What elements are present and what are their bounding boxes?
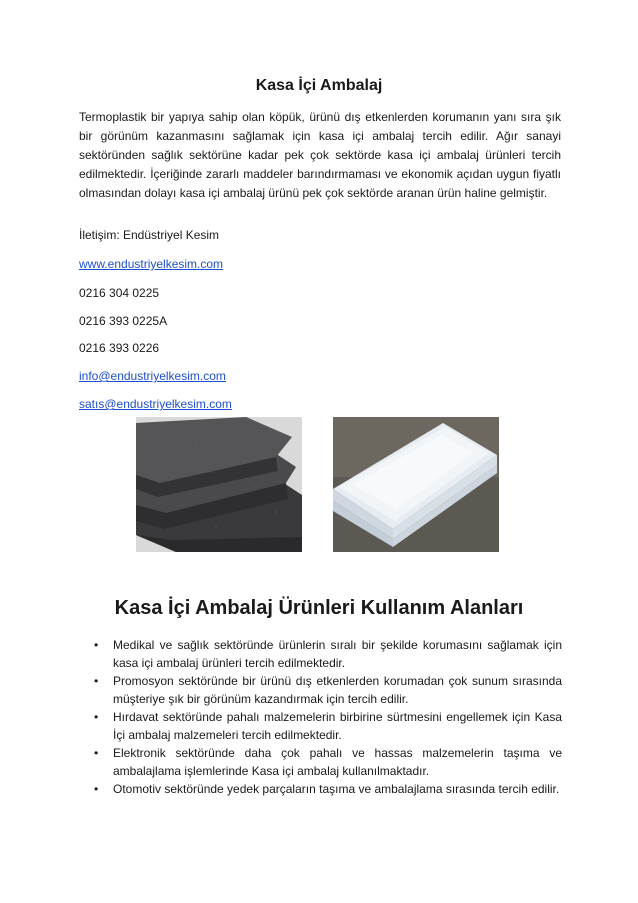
section-title: Kasa İçi Ambalaj Ürünleri Kullanım Alanları bbox=[114, 597, 524, 619]
email-sales-link[interactable]: satıs@endustriyelkesim.com bbox=[79, 397, 232, 411]
contact-label: İletişim: Endüstriyel Kesim bbox=[79, 228, 220, 242]
dark-foam-sheets-photo bbox=[136, 417, 302, 552]
list-item bbox=[94, 708, 562, 744]
bullet-icon: • bbox=[94, 746, 99, 760]
intro-paragraph: Termoplastik bir yapıya sahip olan köpük, ürünü dış etkenlerden korumanın yanı sıra şık bir görünüm kazanmasını sağlamak için kasa içi ambalaj tercih edilir. Ağır sanayi sektöründen sağlık sektörüne kadar pek çok sektörde kasa içi ambalaj ürünleri tercih edilmektedir. İçeriğinde zararlı maddeler barındırmaması ve ekonomik açıdan uygun fiyatlı olmasından dolayı kasa içi ambalaj ürünü pek çok sektörde aranan ürün haline gelmiştir. bbox=[79, 110, 561, 200]
list-item-text: Elektronik sektöründe daha çok pahalı ve hassas malzemelerin taşıma ve ambalajlama işlemlerinde Kasa içi ambalaj kullanılmaktadır. bbox=[113, 746, 562, 778]
phone-1: 0216 304 0225 bbox=[79, 286, 160, 300]
list-item-text: Hırdavat sektöründe pahalı malzemelerin birbirine sürtmesini engellemek için Kasa İçi ambalaj malzemeleri tercih edilmektedir. bbox=[113, 710, 562, 742]
bullet-icon: • bbox=[94, 638, 99, 652]
list-item bbox=[94, 744, 562, 780]
list-item-text: Otomotiv sektöründe yedek parçaların taşıma ve ambalajlama sırasında tercih edilir. bbox=[113, 782, 560, 796]
list-item-text: Promosyon sektöründe bir ürünü dış etkenlerden korumadan çok sunum sırasında müşteriye şık bir görünüm kazandırmak için tercih edilir. bbox=[113, 674, 562, 706]
website-link[interactable]: www.endustriyelkesim.com bbox=[79, 257, 224, 271]
list-item-text: Medikal ve sağlık sektöründe ürünlerin sıralı bir şekilde korumasını sağlamak için kasa içi ambalaj ürünleri tercih edilmektedir. bbox=[113, 638, 562, 670]
white-foam-sheets-photo bbox=[333, 417, 499, 552]
bullet-icon: • bbox=[94, 782, 99, 796]
list-item bbox=[94, 636, 562, 672]
usage-list bbox=[94, 636, 562, 798]
phone-3: 0216 393 0226 bbox=[79, 341, 160, 355]
bullet-icon: • bbox=[94, 710, 99, 724]
phone-2: 0216 393 0225A bbox=[79, 314, 168, 328]
list-item bbox=[94, 672, 562, 708]
bullet-icon: • bbox=[94, 674, 99, 688]
email-info-link[interactable]: info@endustriyelkesim.com bbox=[79, 369, 226, 383]
page-title: Kasa İçi Ambalaj bbox=[255, 77, 383, 94]
list-item bbox=[94, 780, 562, 798]
